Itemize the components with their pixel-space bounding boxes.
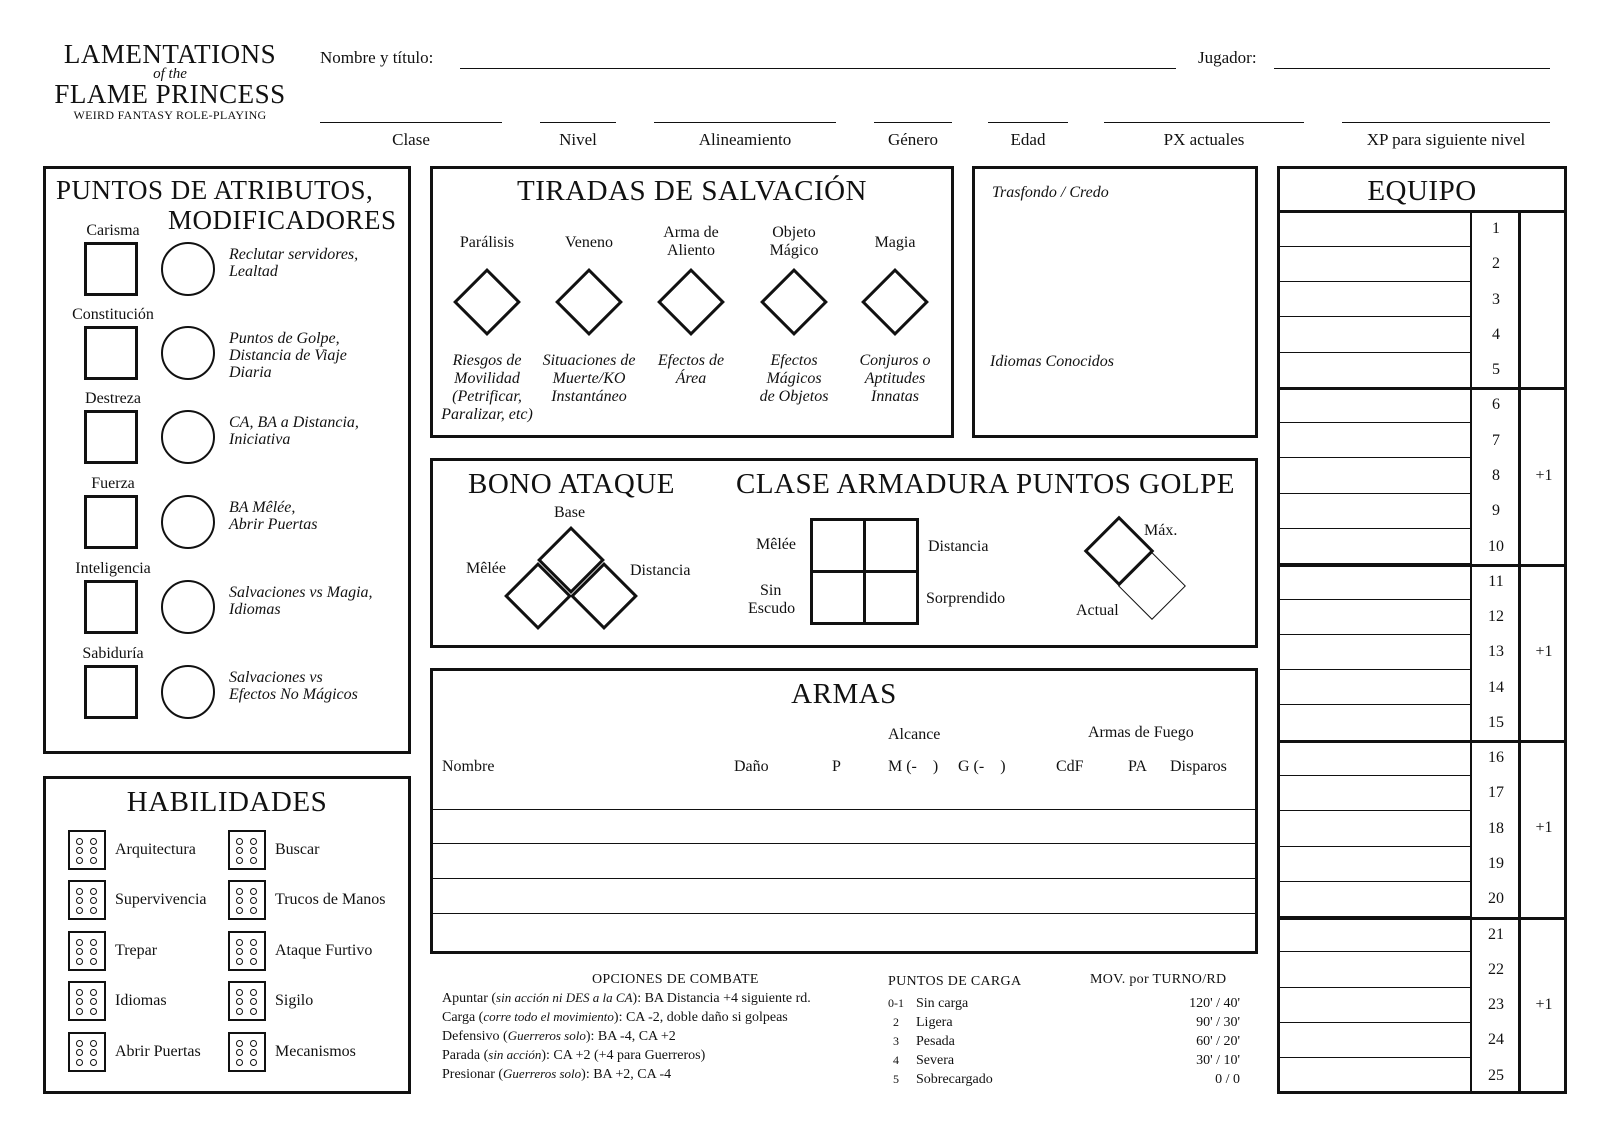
save-effect-3: Instantáneo — [551, 388, 627, 405]
combat-option-effect: ): CA +2 (+4 para Guerreros) — [541, 1048, 706, 1063]
save-effect-1: Efectos — [770, 352, 818, 369]
attribute-effect-2: Iniciativa — [229, 431, 291, 448]
die-pip — [236, 838, 243, 845]
save-effect-3: Innatas — [871, 388, 919, 405]
die-pip — [236, 897, 243, 904]
equipment-group-bonus: +1 — [1535, 995, 1553, 1013]
save-effect-4: Paralizar, etc) — [441, 406, 533, 423]
attribute-score-box[interactable] — [84, 242, 138, 296]
die-pip — [250, 1049, 257, 1056]
equipment-slot-number: 20 — [1488, 890, 1504, 908]
equipment-row[interactable] — [1279, 882, 1470, 917]
attribute-effect-2: Efectos No Mágicos — [229, 686, 358, 703]
equipment-slot-number: 16 — [1488, 749, 1504, 767]
die-pip — [250, 1008, 257, 1015]
attribute-name: Destreza — [85, 390, 141, 407]
equipment-row[interactable] — [1279, 353, 1470, 388]
gender-label: Género — [887, 130, 939, 149]
die-pip — [250, 1059, 257, 1066]
combat-option-row — [442, 1028, 676, 1045]
skill-name: Buscar — [275, 841, 320, 858]
equipment-slot-number: 14 — [1488, 678, 1504, 696]
encumbrance-move: 0 / 0 — [1215, 1072, 1240, 1087]
save-effect-1: Riesgos de — [452, 352, 522, 369]
alignment-field[interactable] — [654, 104, 836, 123]
save-effect-3: de Objetos — [759, 388, 829, 405]
attribute-name: Fuerza — [91, 475, 135, 492]
ca-surprised-box[interactable] — [863, 570, 919, 625]
equipment-row[interactable] — [1279, 1023, 1470, 1058]
attribute-modifier-circle[interactable] — [161, 242, 215, 296]
equipment-slot-number: 15 — [1488, 713, 1504, 731]
die-pip — [76, 958, 83, 965]
logo-line1: LAMENTATIONS — [63, 39, 277, 69]
save-effect-1: Conjuros o — [859, 352, 931, 369]
col-damage: Daño — [734, 758, 769, 775]
combat-option-row — [442, 1047, 705, 1064]
ca-melee-box[interactable] — [810, 518, 866, 573]
player-field[interactable] — [1274, 50, 1550, 69]
skill-name: Mecanismos — [275, 1043, 356, 1060]
xp-label: PX actuales — [1163, 130, 1245, 149]
gender-field[interactable] — [874, 104, 952, 123]
background-panel — [972, 166, 1258, 438]
equipment-slot-number: 17 — [1488, 784, 1504, 802]
skill-die-icon[interactable] — [228, 1032, 266, 1072]
die-pip — [76, 1049, 83, 1056]
ca-distance-label: Distancia — [928, 538, 989, 555]
equipment-group-divider — [1279, 917, 1565, 920]
die-pip — [76, 857, 83, 864]
combat-option-row — [442, 990, 811, 1007]
attribute-name: Sabiduría — [82, 645, 144, 662]
attribute-name: Carisma — [86, 222, 140, 239]
equipment-row[interactable] — [1279, 812, 1470, 847]
die-pip — [236, 857, 243, 864]
die-pip — [90, 939, 97, 946]
die-pip — [250, 907, 257, 914]
col-g: G (- ) — [958, 758, 1006, 775]
name-field[interactable] — [460, 50, 1176, 69]
logo-line3: FLAME PRINCESS — [54, 79, 286, 109]
attribute-modifier-circle[interactable] — [161, 665, 215, 719]
name-label: Nombre y título: — [320, 48, 434, 67]
attributes-title-2: MODIFICADORES — [168, 205, 397, 235]
armor-class-title: CLASE ARMADURA — [736, 468, 1010, 500]
encumbrance-name: Ligera — [916, 1015, 953, 1030]
die-pip — [76, 888, 83, 895]
skill-die-icon[interactable] — [228, 880, 266, 920]
die-pip — [250, 847, 257, 854]
equipment-row[interactable] — [1279, 776, 1470, 811]
die-pip — [76, 847, 83, 854]
attribute-effect-3: Diaria — [229, 364, 272, 381]
combat-option-name: Carga ( — [442, 1010, 484, 1025]
die-pip — [90, 1040, 97, 1047]
logo-line2: of the — [153, 66, 187, 82]
equipment-row[interactable] — [1279, 671, 1470, 706]
equipment-row[interactable] — [1279, 1059, 1470, 1094]
die-pip — [236, 998, 243, 1005]
die-pip — [90, 907, 97, 914]
encumbrance-name: Sobrecargado — [916, 1072, 993, 1087]
equipment-slot-number: 1 — [1492, 220, 1500, 237]
col-p: P — [832, 758, 841, 775]
die-pip — [250, 958, 257, 965]
equipment-row[interactable] — [1279, 918, 1470, 953]
die-pip — [236, 888, 243, 895]
logo — [52, 40, 288, 122]
ca-surprised-label: Sorprendido — [926, 590, 1006, 607]
attribute-score-box[interactable] — [84, 410, 138, 464]
encumbrance-move: 30' / 10' — [1196, 1053, 1240, 1068]
die-pip — [236, 847, 243, 854]
die-pip — [236, 1008, 243, 1015]
equipment-row[interactable] — [1279, 494, 1470, 529]
die-pip — [90, 838, 97, 845]
combat-option-condition: Guerreros solo — [507, 1028, 586, 1043]
save-effect-2: Área — [675, 370, 707, 387]
attribute-modifier-circle[interactable] — [161, 410, 215, 464]
save-name-1: Parálisis — [459, 234, 515, 251]
attribute-score-box[interactable] — [84, 495, 138, 549]
combat-option-condition: sin acción ni DES a la CA — [496, 990, 633, 1005]
combat-option-name: Parada ( — [442, 1048, 489, 1063]
save-effect-2: Muerte/KO — [552, 370, 626, 387]
die-pip — [90, 948, 97, 955]
attribute-effect-1: CA, BA a Distancia, — [229, 414, 359, 431]
skill-name: Idiomas — [115, 992, 167, 1009]
die-pip — [76, 989, 83, 996]
attack-bonus-title: BONO ATAQUE — [468, 468, 675, 500]
die-pip — [236, 958, 243, 965]
age-field[interactable] — [988, 104, 1068, 123]
die-pip — [76, 897, 83, 904]
equipment-slot-number: 2 — [1492, 255, 1500, 273]
col-m: M (- ) — [888, 758, 939, 775]
attribute-modifier-circle[interactable] — [161, 580, 215, 634]
die-pip — [250, 989, 257, 996]
hp-max-label: Máx. — [1144, 522, 1178, 539]
skills-title: HABILIDADES — [126, 786, 328, 818]
ba-melee-label: Mêlée — [466, 560, 506, 577]
ba-base-label: Base — [554, 504, 586, 521]
encumbrance-points: 4 — [893, 1053, 899, 1067]
die-pip — [76, 939, 83, 946]
die-pip — [90, 897, 97, 904]
ca-melee-label: Mêlée — [756, 536, 796, 553]
equipment-slot-number: 24 — [1488, 1031, 1504, 1049]
die-pip — [236, 1049, 243, 1056]
hp-current-label: Actual — [1076, 602, 1119, 619]
save-name-1: Magia — [874, 234, 916, 251]
equipment-slot-number: 12 — [1488, 608, 1504, 626]
equipment-slot-number: 5 — [1492, 361, 1500, 379]
save-effect-1: Efectos de — [657, 352, 725, 369]
die-pip — [250, 857, 257, 864]
attribute-name: Constitución — [72, 306, 154, 323]
equipment-row[interactable] — [1279, 530, 1470, 565]
encumbrance-name: Severa — [916, 1053, 955, 1068]
equipment-group-bonus: +1 — [1535, 819, 1553, 837]
next-xp-field[interactable] — [1342, 104, 1550, 123]
equipment-row[interactable] — [1279, 247, 1470, 282]
die-pip — [250, 897, 257, 904]
attribute-score-box[interactable] — [84, 665, 138, 719]
equipment-slot-number: 18 — [1488, 819, 1504, 837]
encumbrance-points: 3 — [893, 1034, 899, 1048]
combat-option-name: Apuntar ( — [442, 991, 497, 1006]
attribute-score-box[interactable] — [84, 326, 138, 380]
equipment-slot-number: 11 — [1488, 572, 1504, 590]
col-name: Nombre — [442, 758, 495, 775]
save-effect-2: Movilidad — [454, 370, 520, 387]
combat-option-condition: sin acción — [488, 1047, 542, 1062]
die-pip — [90, 998, 97, 1005]
equipment-slot-number: 4 — [1492, 325, 1500, 343]
equipment-row[interactable] — [1279, 565, 1470, 600]
encumbrance-points: 0-1 — [888, 996, 904, 1010]
skill-die-icon[interactable] — [68, 880, 106, 920]
combat-option-name: Presionar ( — [442, 1067, 504, 1082]
die-pip — [90, 857, 97, 864]
equipment-slot-number: 19 — [1488, 855, 1504, 873]
weapon-row[interactable] — [432, 878, 1256, 914]
combat-option-effect: ): BA Distancia +4 siguiente rd. — [632, 991, 811, 1006]
equipment-row[interactable] — [1279, 847, 1470, 882]
save-name-2: Aliento — [667, 242, 715, 259]
skill-name: Trepar — [115, 942, 158, 959]
weapon-row[interactable] — [432, 843, 1256, 879]
attribute-modifier-circle[interactable] — [161, 495, 215, 549]
die-pip — [76, 1059, 83, 1066]
equipment-row[interactable] — [1279, 988, 1470, 1023]
encumbrance-name: Sin carga — [916, 996, 969, 1011]
equipment-row[interactable] — [1279, 388, 1470, 423]
languages-label[interactable]: Idiomas Conocidos — [990, 353, 1114, 370]
die-pip — [76, 838, 83, 845]
combat-option-condition: corre todo el movimiento — [483, 1009, 614, 1024]
die-pip — [90, 888, 97, 895]
die-pip — [90, 989, 97, 996]
combat-option-row — [442, 1009, 788, 1026]
die-pip — [76, 998, 83, 1005]
equipment-row[interactable] — [1279, 635, 1470, 670]
attribute-score-box[interactable] — [84, 580, 138, 634]
attribute-effect-2: Distancia de Viaje — [229, 347, 347, 364]
save-effect-2: Aptitudes — [864, 370, 926, 387]
die-pip — [90, 1059, 97, 1066]
level-label: Nivel — [559, 130, 597, 149]
die-pip — [250, 948, 257, 955]
skill-die-icon[interactable] — [68, 830, 106, 870]
attribute-effect-1: Puntos de Golpe, — [229, 330, 340, 347]
die-pip — [250, 888, 257, 895]
save-name-1: Objeto — [772, 224, 816, 241]
equipment-row[interactable] — [1279, 600, 1470, 635]
equipment-slot-number: 9 — [1492, 502, 1500, 520]
combat-option-name: Defensivo ( — [442, 1029, 508, 1044]
equipment-slot-number: 22 — [1488, 960, 1504, 978]
weapons-title: ARMAS — [791, 678, 897, 710]
skill-name: Abrir Puertas — [115, 1043, 201, 1060]
equipment-row[interactable] — [1279, 706, 1470, 741]
equipment-row[interactable] — [1279, 741, 1470, 776]
range-label: Alcance — [888, 726, 941, 743]
hit-points-title: PUNTOS GOLPE — [1016, 468, 1235, 500]
ba-distance-label: Distancia — [630, 562, 691, 579]
save-name-1: Veneno — [565, 234, 613, 251]
attribute-name: Inteligencia — [75, 560, 151, 577]
attribute-effect-1: Salvaciones vs — [229, 669, 323, 686]
combat-option-effect: ): CA -2, doble daño si golpeas — [613, 1010, 788, 1025]
ca-distance-box[interactable] — [863, 518, 919, 573]
age-label: Edad — [1010, 130, 1046, 149]
equipment-group-divider — [1279, 740, 1565, 743]
skill-name: Trucos de Manos — [275, 891, 386, 908]
die-pip — [90, 1049, 97, 1056]
equipment-slot-number: 13 — [1488, 643, 1504, 661]
equipment-slot-number: 7 — [1492, 431, 1500, 449]
combat-options-title: OPCIONES DE COMBATE — [592, 972, 759, 987]
save-effect-3: (Petrificar, — [452, 388, 522, 405]
die-pip — [236, 948, 243, 955]
die-pip — [236, 939, 243, 946]
equipment-slot-number: 8 — [1492, 466, 1500, 484]
die-pip — [250, 1040, 257, 1047]
class-label: Clase — [392, 130, 430, 149]
die-pip — [236, 1040, 243, 1047]
save-name-2: Mágico — [769, 242, 819, 259]
weapon-row[interactable] — [432, 809, 1256, 844]
col-shots: Disparos — [1170, 758, 1227, 775]
attribute-effect-2: Lealtad — [229, 263, 278, 280]
skill-name: Arquitectura — [115, 841, 196, 858]
combat-option-effect: ): BA +2, CA -4 — [581, 1067, 672, 1082]
equipment-slot-number: 23 — [1488, 996, 1504, 1014]
attribute-effect-1: Reclutar servidores, — [229, 246, 359, 263]
combat-option-effect: ): BA -4, CA +2 — [585, 1029, 676, 1044]
player-label: Jugador: — [1198, 48, 1257, 67]
equipment-row[interactable] — [1279, 212, 1470, 247]
die-pip — [76, 1008, 83, 1015]
equipment-row[interactable] — [1279, 283, 1470, 318]
attribute-effect-1: BA Mêlée, — [229, 499, 296, 516]
col-cdf: CdF — [1056, 758, 1084, 775]
equipment-slot-number: 21 — [1488, 925, 1504, 943]
save-name-1: Arma de — [663, 224, 719, 241]
skill-die-icon[interactable] — [228, 931, 266, 971]
equipment-slot-number: 6 — [1492, 396, 1500, 414]
ca-noshield-box[interactable] — [810, 570, 866, 625]
xp-field[interactable] — [1104, 104, 1304, 123]
die-pip — [90, 1008, 97, 1015]
ca-noshield-label-1: Sin — [760, 582, 782, 599]
movement-title: MOV. por TURNO/RD — [1090, 972, 1227, 987]
die-pip — [76, 1040, 83, 1047]
skill-die-icon[interactable] — [228, 830, 266, 870]
combat-option-row — [442, 1066, 671, 1083]
die-pip — [90, 958, 97, 965]
encumbrance-points: 2 — [893, 1015, 899, 1029]
next-xp-label: XP para siguiente nivel — [1366, 130, 1526, 149]
attribute-effect-2: Abrir Puertas — [229, 516, 318, 533]
skill-die-icon[interactable] — [228, 981, 266, 1021]
equipment-group-divider — [1279, 564, 1565, 567]
class-field[interactable] — [320, 104, 502, 123]
equipment-group-bonus: +1 — [1535, 643, 1553, 660]
die-pip — [236, 1059, 243, 1066]
weapon-row[interactable] — [432, 775, 1256, 810]
skill-name: Ataque Furtivo — [275, 942, 373, 959]
attributes-title-1: PUNTOS DE ATRIBUTOS, — [56, 175, 374, 205]
logo-line4: WEIRD FANTASY ROLE-PLAYING — [73, 108, 267, 122]
equipment-slot-number: 25 — [1488, 1066, 1504, 1084]
equipment-row[interactable] — [1279, 318, 1470, 353]
attribute-effect-1: Salvaciones vs Magia, — [229, 584, 373, 601]
equipment-row[interactable] — [1279, 953, 1470, 988]
background-label[interactable]: Trasfondo / Credo — [992, 184, 1109, 201]
equipment-slot-number: 3 — [1492, 290, 1500, 308]
firearms-label: Armas de Fuego — [1088, 724, 1194, 741]
die-pip — [250, 998, 257, 1005]
skill-die-icon[interactable] — [68, 981, 106, 1021]
attribute-modifier-circle[interactable] — [161, 326, 215, 380]
saves-title: TIRADAS DE SALVACIÓN — [517, 175, 867, 207]
equipment-group-divider — [1279, 387, 1565, 390]
encumbrance-move: 60' / 20' — [1196, 1034, 1240, 1049]
skill-die-icon[interactable] — [68, 1032, 106, 1072]
equipment-row[interactable] — [1279, 424, 1470, 459]
die-pip — [250, 838, 257, 845]
die-pip — [76, 948, 83, 955]
attribute-effect-2: Idiomas — [229, 601, 281, 618]
equipment-row[interactable] — [1279, 459, 1470, 494]
skill-die-icon[interactable] — [68, 931, 106, 971]
die-pip — [250, 939, 257, 946]
encumbrance-name: Pesada — [916, 1034, 955, 1049]
die-pip — [76, 907, 83, 914]
equipment-title: EQUIPO — [1367, 175, 1477, 207]
die-pip — [236, 989, 243, 996]
combat-option-condition: Guerreros solo — [503, 1066, 582, 1081]
save-effect-2: Mágicos — [766, 370, 822, 387]
equipment-group-bonus: +1 — [1535, 466, 1553, 484]
col-pa: PA — [1128, 758, 1147, 775]
die-pip — [236, 907, 243, 914]
equipment-slot-number: 10 — [1488, 537, 1504, 555]
skill-name: Supervivencia — [115, 891, 207, 908]
level-field[interactable] — [540, 104, 616, 123]
encumbrance-move: 120' / 40' — [1189, 996, 1240, 1011]
save-effect-1: Situaciones de — [542, 352, 636, 369]
encumbrance-title: PUNTOS DE CARGA — [888, 974, 1022, 989]
encumbrance-points: 5 — [893, 1072, 899, 1086]
ca-noshield-label-2: Escudo — [748, 600, 796, 617]
skill-name: Sigilo — [275, 992, 314, 1009]
alignment-label: Alineamiento — [698, 130, 792, 149]
encumbrance-move: 90' / 30' — [1196, 1015, 1240, 1030]
die-pip — [90, 847, 97, 854]
